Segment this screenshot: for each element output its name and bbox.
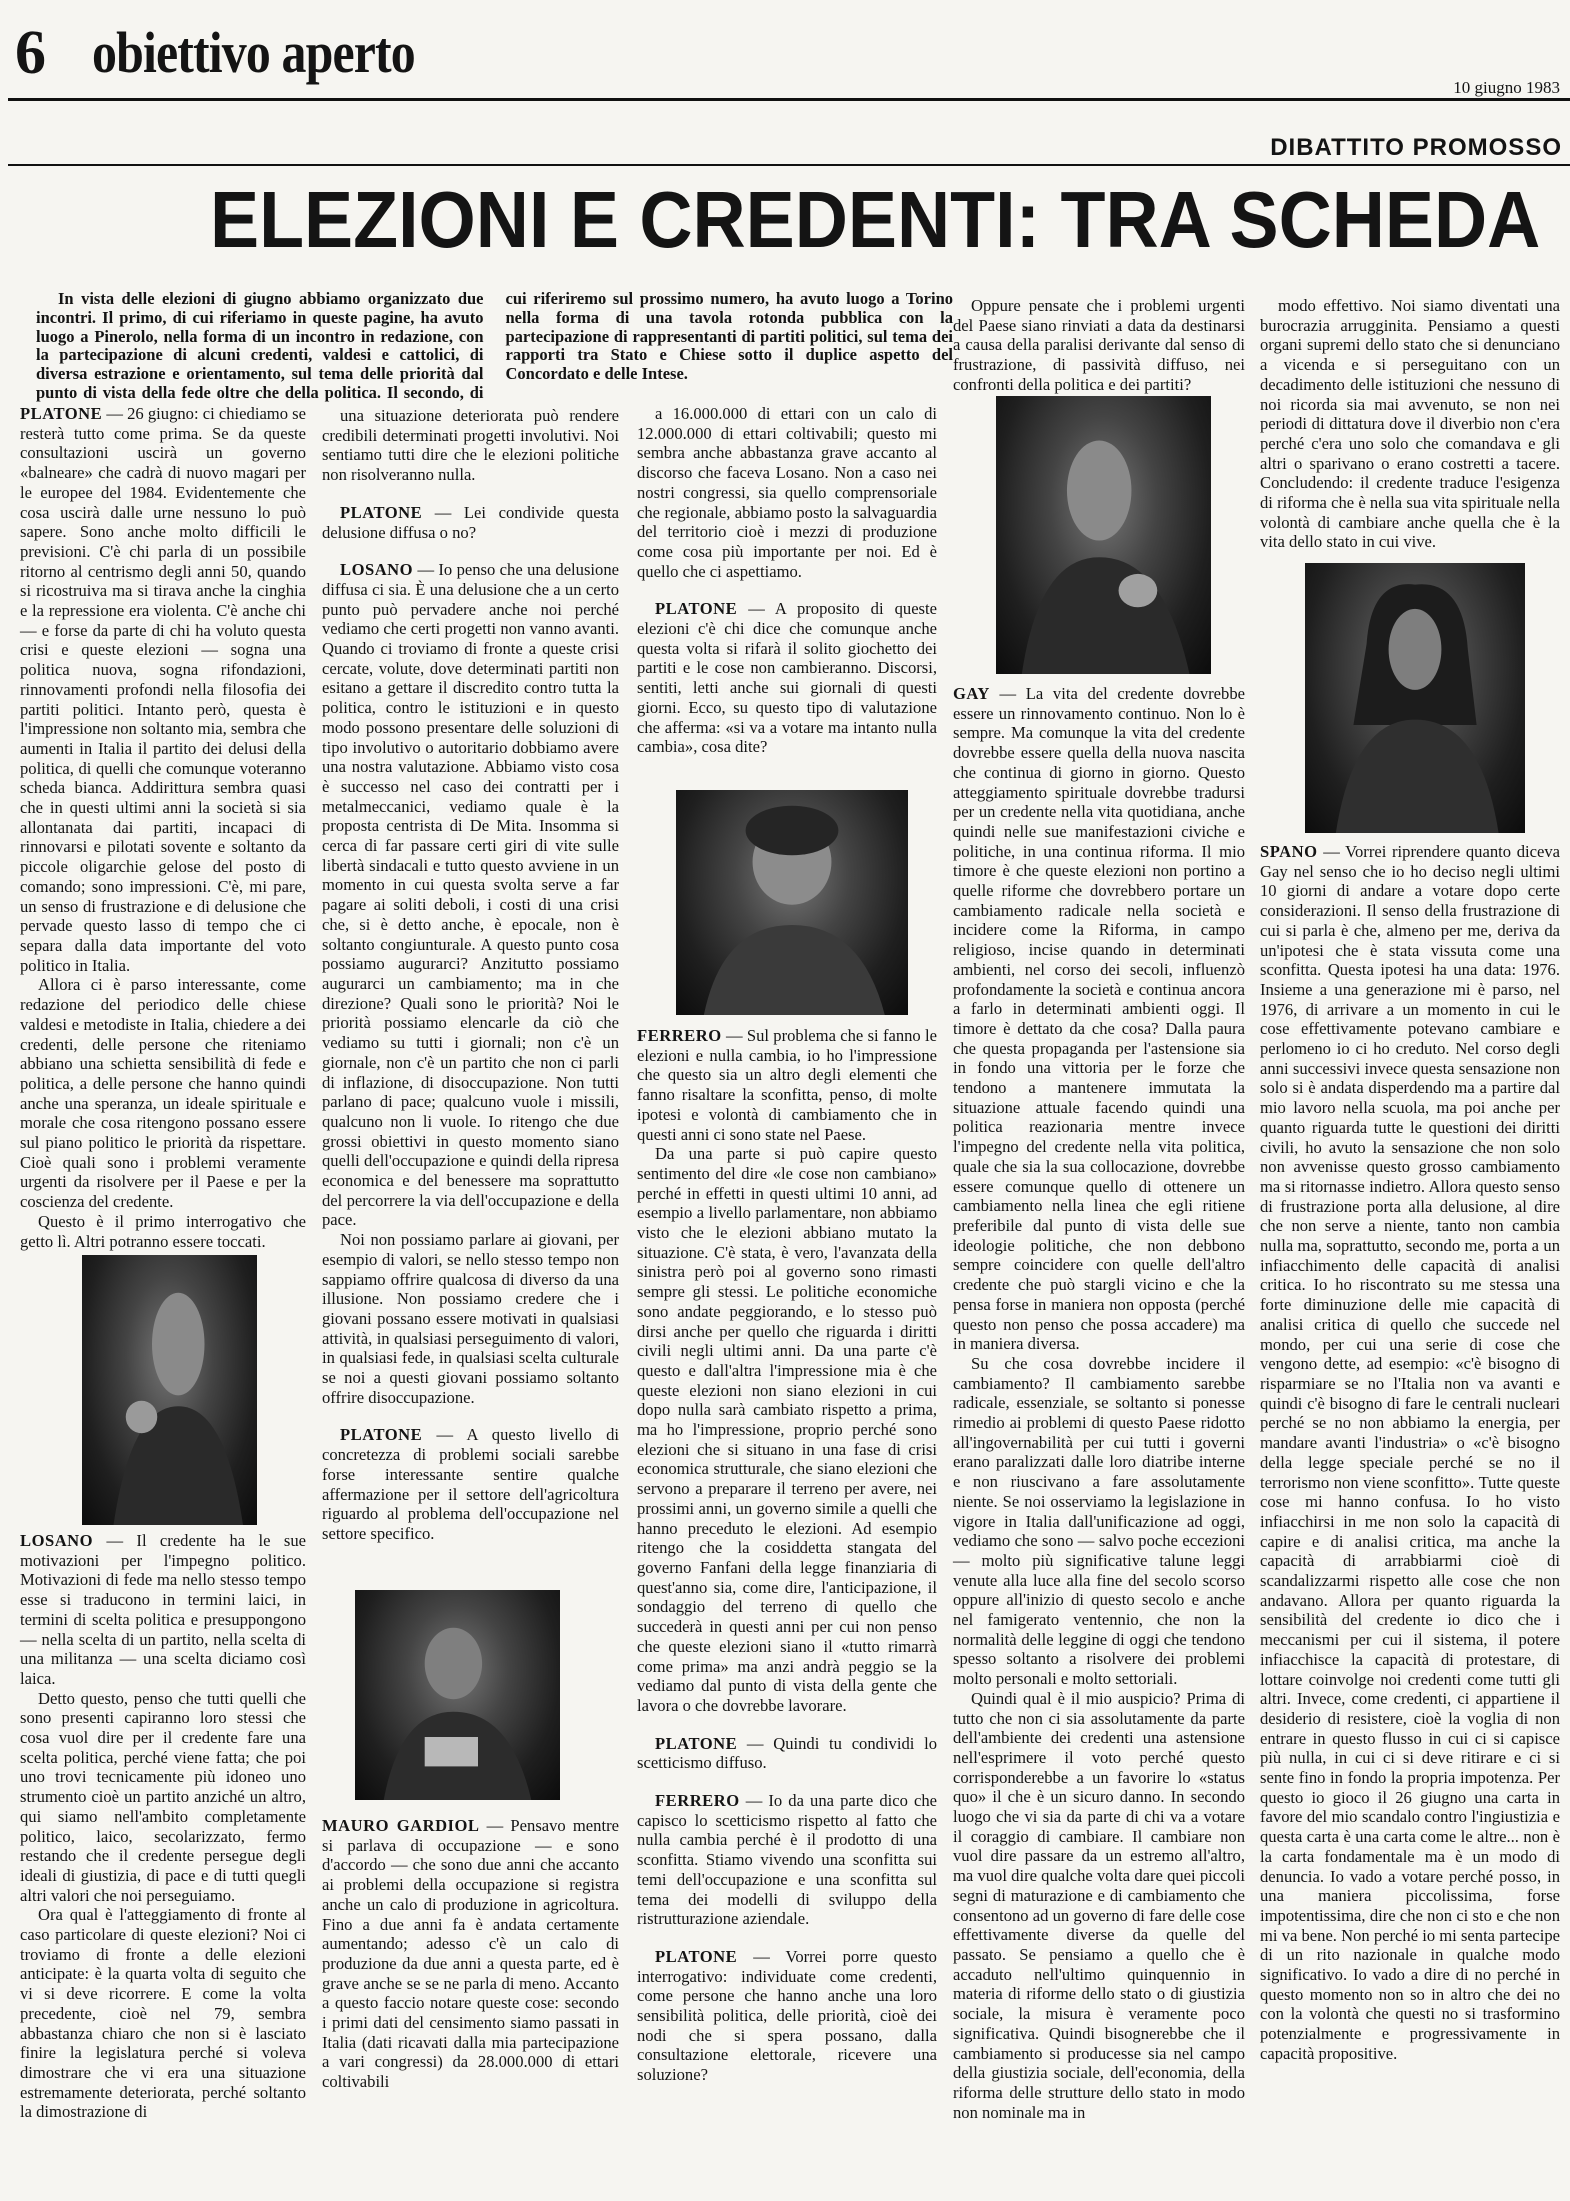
topic-label: DIBATTITO PROMOSSO	[1270, 134, 1562, 161]
issue-date: 10 giugno 1983	[1453, 78, 1560, 97]
paragraph-text: — Lei condivide questa delusione diffusa o no?	[322, 502, 619, 542]
column-5-top	[1260, 296, 1560, 552]
masthead-rule	[8, 98, 1570, 101]
column-4-bottom	[953, 684, 1245, 2122]
paragraph-text: Allora ci è parso interessante, come redazione del periodico delle chiese valdesi e metodiste in Italia, chiedere a dei credenti, delle persone che riteniamo abbiano una schietta sensibilità di fede e politica, a delle persone che hanno quindi anche una speranza, un ideale spirituale e morale che cosa ritengono possano essere sul piano politico le priorità da rispettare. Cioè quali sono i problemi veramente urgenti da risolvere per il Paese e per la coscienza del credente.	[20, 975, 306, 1212]
speaker-name: PLATONE	[655, 599, 738, 619]
intro-paragraph: In vista delle elezioni di giugno abbiamo organizzato due incontri. Il primo, di cui riferiamo in queste pagine, ha avuto luogo a Pinerolo, nella forma di un incontro in redazione, con la partecipazione di alcuni credenti, valdesi e cattolici, di diversa estrazione e orientamento, sul tema delle priorità dal punto di vista della fede oltre che della politica. Il secondo, di cui riferiremo sul prossimo numero, ha avuto luogo a Torino nella forma di una tavola rotonda pubblica con la partecipazione di rappresentanti di partiti politici, sul tema dei rapporti tra Stato e Chiese sotto il duplice aspetto del Concordato e delle Intese.	[36, 289, 953, 402]
article-paragraph	[20, 404, 306, 975]
article-paragraph	[322, 406, 619, 485]
paragraph-text: — Il credente ha le sue motivazioni per l'impegno politico. Motivazioni di fede ma nello stesso tempo esse si traducono in termini laici, in termini di scelta politica e presuppongono — nella scelta di un partito, nella scelta di una militanza — una scelta diciamo così laica.	[20, 1531, 306, 1688]
paragraph-text: Ora qual è l'atteggiamento di fronte al caso particolare di queste elezioni? Noi ci troviamo di fronte a delle elezioni anticipate: è la quarta volta di seguito che vi si deve ricorrere. E come la volta precedente, cioè nel 79, sembra abbastanza chiaro che non si è lasciato finire la legislatura perché si voleva dimostrare che vi era una situazione estremamente deteriorata, perché soltanto la dimostrazione di	[20, 1905, 306, 2122]
column-2-bottom	[322, 1816, 619, 2092]
article-paragraph	[637, 599, 937, 757]
article-paragraph	[637, 1791, 937, 1929]
speaker-name: GAY	[953, 684, 990, 703]
paragraph-text: Questo è il primo interrogativo che getto lì. Altri potranno essere toccati.	[20, 1211, 306, 1251]
paragraph-text: — 26 giugno: ci chiediamo se resterà tutto come prima. Se da queste consultazioni uscirà un governo «balneare» che cadrà di nuovo magari per le europee del 1984. Evidentemente che cosa uscirà dalle urne nessuno lo può sapere. Sono anche molto difficili le previsioni. C'è chi parla di un possibile ritorno al centrismo degli anni 50, quando si ricostruiva ma si tirava anche la cinghia e la repressione era violenta. C'è anche chi — e forse da parte di chi ha voluto questa crisi e queste elezioni — sogna una politica nuova, sogna rifondazioni, rinnovamenti profondi nella filosofia dei partiti politici. Intanto però, questa è l'impressione non soltanto mia, sembra che aumenti in Italia il partito dei delusi della politica, di quelli che comunque voteranno scheda bianca. Addirittura sembra quasi che in questi ultimi anni la società si sia allontanata dai partiti, incapaci di rinnovarsi e pilotati sovente e soltanto da piccole oligarchie gelose del posto di comando; sono impressioni. C'è, mi pare, un senso di frustrazione e di delusione che pervade questo lasso di tempo che ci separa dalla data importante del voto politico in Italia.	[20, 404, 306, 975]
article-paragraph	[637, 1026, 937, 1144]
paragraph-text: — Sul problema che si fanno le elezioni e nulla cambia, io ho l'impressione che questo sia un altro degli elementi che fanno risaltare la sconfitta, penso, di molte ipotesi e volontà di cambiamento che in questi anni ci sono state nel Paese.	[637, 1026, 938, 1144]
speaker-name: PLATONE	[20, 404, 103, 423]
paragraph-text: Quindi qual è il mio auspicio? Prima di tutto che non ci sia assolutamente da parte dell'ambiente dei credenti una astensione nell'esprimere il voto perché questo corrisponderebbe a un favorire lo «status quo» il che è un sicuro danno. In secondo luogo che vi sia da parte di chi va a votare il coraggio di cambiare. Il cambiare non vuol dire passare da un estremo all'altro, ma vuol dire qualche volta dare quei piccoli segni di maturazione e di cambiamento che consentono ad un governo di fare delle cose effettivamente diverse da quelle del passato. Se pensiamo a quello che è accaduto nell'ultimo quinquennio in materia di riforme dello stato o di giustizia sociale, la misura è veramente poco significativa. Quindi bisognerebbe che il cambiamento si producesse sia nel campo della giustizia sociale, dell'economia, della riforma delle strutture dello stato in modo non nominale ma in	[953, 1688, 1245, 2122]
paragraph-text: — Vorrei riprendere quanto diceva Gay nel senso che io ho deciso negli ultimi 10 giorni di andare a votare dopo certe considerazioni. Il senso della frustrazione di cui si parla è che, almeno per me, deriva da un'ipotesi che è stata vissuta come una sconfitta. Questa ipotesi ha una data: 1976. Insieme a una generazione mi è parso, nel 1976, di arrivare a un momento in cui le cose effettivamente potevano cambiare e perlomeno io ci ho creduto. Nel corso degli anni successivi invece questa sensazione non solo si è andata disperdendo ma a partire dal mio lavoro nella scuola, ma poi anche per quanto riguarda tutte le questioni dei diritti civili, ho avuto la sensazione che non solo non avvenisse questo grosso cambiamento ma si ritornasse indietro. Allora questo senso di frustrazione porta alla delusione, al dire che non serve a niente, tanto non cambia nulla ma, soprattutto, secondo me, porta a un infiacchimento delle capacità di analisi critica. Io ho riscontrato su me stessa una forte diminuzione delle mie capacità di analisi critica di quello che succede nel mondo, per cui una serie di cose che vengono dette, ad esempio: «c'è bisogno di risparmiare se no l'Italia non va avanti e quindi c'è bisogno di fare le centrali nucleari perché se no non abbiamo la energia, per mandare avanti l'industria» o «c'è bisogno della legge speciale perché se no il terrorismo non viene sconfitto». Tutte queste cose mi hanno confusa. Io ho visto infiacchirsi in me non solo la capacità di capire e di analisi critica, ma anche la capacità di arrabbiarmi cioè di scandalizzarmi rispetto alle cose che non andavano. Allora per quanto riguarda la sensibilità del credente io dico che i meccanismi per cui il sistema, il potere infiacchisce la capacità di protestare, di lottare coinvolge noi credenti come tutti gli altri. Invece, come credenti, ci appartiene il desiderio di resistere, cioè la voglia di non entrare in questo flusso in cui ci si capisce più nulla, in cui ci si deve ritirare e ci si sente fino in fondo la propria impotenza. Per questo io gioco il 26 giugno una carta in favore del mio scandalo contro l'ingiustizia e questa carta è una carta come le altre... non è la carta fondamentale ma è un modo di denuncia. Io vado a votare perché posso, in una maniera piccolissima, forse impotentissima, dire che non ci sto e che non mi va bene. Non perché io mi senta partecipe di un rito nazionale in qualche modo significativo. Io vado a dire di no perché in questo momento non so in altro che dei no con la volontà che questi no si trasformino potenzialmente e progressivamente in capacità propositive.	[1260, 842, 1560, 2063]
paragraph-text: — A questo livello di concretezza di problemi sociali sarebbe forse interessante sentire qualche affermazione per il settore dell'agricoltura riguardo al problema dell'occupazione nel settore specifico.	[322, 1425, 619, 1543]
paragraph-text: — Pensavo mentre si parlava di occupazione — e sono d'accordo — che sono due anni che accanto ai problemi della occupazione si registra anche un calo di produzione in agricoltura. Fino a due anni fa è andata certamente aumentando; adesso c'è un calo di produzione da due anni a questa parte, ed è grave anche se se ne parla di meno. Accanto a questo faccio notare queste cose: secondo i primi dati del censimento siamo passati in Italia (dati ricavati dalla mia partecipazione a vari congressi) da 28.000.000 di ettari coltivabili	[322, 1816, 619, 2092]
article-paragraph	[637, 1144, 937, 1715]
speaker-name: PLATONE	[340, 502, 423, 522]
paragraph-text: Oppure pensate che i problemi urgenti del Paese siano rinviati a data da destinarsi a causa della paralisi derivante dal senso di frustrazione, di passività diffuso, nei confronti della politica e dei partiti?	[953, 296, 1245, 394]
speaker-name: SPANO	[1260, 842, 1318, 861]
article-paragraph	[20, 1905, 306, 2122]
article-paragraph	[322, 1425, 619, 1543]
paragraph-text: — A proposito di queste elezioni c'è chi dice che comunque anche questa volta si rifarà il solito giochetto dei partiti e le cose non cambieranno. Discorsi, sentiti, letti anche sui giornali di questi giorni. Ecco, su questo tipo di valutazione che afferma: «si va a votare ma intanto nulla cambia», cosa dite?	[637, 599, 937, 757]
paragraph-text: — La vita del credente dovrebbe essere un rinnovamento continuo. Non lo è sempre. Ma comunque la vita del credente dovrebbe essere quella della nuova nascita che continua di giorno in giorno. Questo atteggiamento spirituale dovrebbe tradursi per un credente nella vita quotidiana, anche quindi nelle sue manifestazioni civiche e politiche, in una continua riforma. Il mio timore è che queste elezioni non portino a quelle riforme che dovrebbero portare un cambiamento radicale nella società e incidere come la Riforma, in campo religioso, incise quando in determinati ambienti, nel corso dei secoli, influenzò profondamente la società e continua ancora a farlo in determinati ambienti oggi. Il timore è dettato da che cosa? Dalla paura che questa propaganda per l'astensione sia in fondo una vittoria per le forze che tendono a mantenere immutata la situazione attuale facendo quindi una politica reazionaria mentre invece l'impegno del credente nella vita politica, quale che sia la sua collocazione, dovrebbe essere comunque quello di ottenere un cambiamento nella linea che egli ritiene preferibile dal punto di vista delle sue ideologie politiche, che non debbono sempre coincidere con quelle dell'altro credente che può stargli vicino e che la pensa forse in maniera non opposta (perché questo non penso che possa accadere) ma in maniera diversa.	[953, 684, 1245, 1354]
paragraph-text: — Io penso che una delusione diffusa ci sia. È una delusione che a un certo punto può pervadere anche noi perché vediamo che certi progetti non vanno avanti. Quando ci troviamo di fronte a queste crisi cercate, volute, dove determinati partiti non esitano a gettare il discredito contro tutta la politica, contro le istituzioni e in questo modo possono presentare delle soluzioni di tipo involutivo o autoritario dobbiamo avere una nostra valutazione. Abbiamo visto cosa è successo nel caso dei contratti per i metalmeccanici, vediamo quale è la proposta centrista di De Mita. Insomma si cerca di far passare certi giri di vite sulle libertà sindacali e tutto questo avviene in un momento in cui questa svolta serve a far pagare ai soliti deboli, i costi di una crisi che, si è detto anche, è epocale, non è soltanto congiunturale. A questo punto cosa possiamo augurarci? Anzitutto possiamo augurarci un cambiamento; ma in che direzione? Quali sono le priorità? Noi le priorità possiamo elencarle da ciò che vediamo su tutti i giornali; non c'è un giornale, non c'è un partito che non ci parli di inflazione, di disoccupazione. Non tutti parlano di pace; qualcuno vuole i missili, qualcuno non li vuole. Io ritengo che due grossi obiettivi in questo momento siano quelli dell'occupazione e quindi della ripresa economica e del benessere ma soprattutto del percorrere la via dell'occupazione e della pace.	[322, 560, 619, 1230]
intro-text	[36, 290, 953, 403]
article-paragraph	[1260, 842, 1560, 2064]
paragraph-text: — Io da una parte dico che capisco lo scetticismo rispetto al fatto che nulla cambia perché è il prodotto di una sconfitta. Stiamo vivendo una sconfitta sui temi dell'occupazione e una sconfitta sul tema dei modelli di sviluppo della ristrutturazione aziendale.	[637, 1791, 938, 1929]
article-paragraph	[953, 684, 1245, 1354]
article-paragraph	[20, 1531, 306, 1689]
article-paragraph	[20, 1212, 306, 1251]
paragraph-text: Noi non possiamo parlare ai giovani, per esempio di valori, se nello stesso tempo non sappiamo offrire qualcosa di diverso da una illusione. Non possiamo credere che i giovani possano essere motivati in qualsiasi attività, in qualsiasi perseguimento di valori, in qualsiasi fede, in qualsiasi scelta culturale se noi a questi giovani possiamo soltanto offrire disoccupazione.	[322, 1230, 619, 1407]
photo-gardiol	[355, 1590, 560, 1800]
article-paragraph	[637, 1734, 937, 1773]
article-paragraph	[637, 1947, 937, 2085]
paragraph-text: — Quindi tu condividi lo scetticismo diffuso.	[637, 1733, 937, 1773]
article-paragraph	[20, 1689, 306, 1906]
paragraph-text: — Vorrei porre questo interrogativo: individuate come credenti, come persone che hanno anche una loro sensibilità politica, delle priorità, cioè dei nodi che si spera possano, dalla consultazione elettorale, ricevere una soluzione?	[637, 1946, 937, 2085]
photo-platone	[82, 1255, 257, 1525]
paragraph-text: Da una parte si può capire questo sentimento del dire «le cose non cambiano» perché in effetti in questi ultimi 10 anni, ad esempio a livello parlamentare, non abbiamo visto che le elezioni abbiano mutato la situazione. C'è stata, è vero, l'avanzata della sinistra però poi al governo sono rimasti sempre gli stessi. Le politiche economiche sono andate peggiorando, e lo stesso può dirsi anche per quello che riguarda i diritti civili negli ultimi anni. Da una parte c'è questo e dall'altra l'impressione mia è che queste elezioni non siano elezioni in cui dopo nulla sarà cambiato rispetto a prima, ma ho l'impressione, proprio perché sono elezioni che si situano in una fase di crisi economica strutturale, che siano elezioni che servono a preparare il terreno per avere, nei prossimi anni, un governo simile a quelli che hanno preceduto le elezioni. Ad esempio ritengo che la cosiddetta stangata del governo Fanfani della legge finanziaria di quest'anno sia, come dire, l'anticipazione, il sondaggio del terreno di quello che succederà in questi anni per cui non penso che queste elezioni siano il «tutto rimarrà come prima» ma anzi andrà peggio se la vediamo dal punto di vista della gente che lavora o che dovrebbe lavorare.	[637, 1144, 937, 1715]
speaker-name: LOSANO	[340, 560, 414, 580]
article-paragraph	[322, 560, 619, 1230]
speaker-name: PLATONE	[655, 1733, 738, 1753]
article-paragraph	[953, 1689, 1245, 2122]
article-paragraph	[322, 1816, 619, 2092]
column-3-top	[637, 404, 937, 757]
page-number: 6	[15, 19, 46, 87]
portrait-image	[82, 1255, 257, 1525]
photo-gay	[996, 396, 1211, 674]
article-paragraph	[1260, 296, 1560, 552]
column-5-bottom	[1260, 842, 1560, 2064]
paragraph-text: modo effettivo. Noi siamo diventati una burocrazia arrugginita. Pensiamo a questi organi supremi dello stato che si denunciano a vicenda e si perseguitano con un decadimento delle istituzioni che nessuno di noi ricorda sia mai avvenuto, se non nei periodi di dittatura dove il diverbio non c'era perché c'era uno solo che comandava e gli altri o sparivano o erano costretti a tacere. Concludendo: il credente traduce l'esigenza di riforma che è nella sua vita spirituale nella volontà di cambiare anche quella che è la vita dello stato in cui vive.	[1260, 296, 1560, 552]
paragraph-text: Su che cosa dovrebbe incidere il cambiamento? Il cambiamento sarebbe radicale, essenziale, se soltanto si ponesse rimedio ai problemi di questo Paese ridotto all'ingovernabilità per cui tutti i governi erano paralizzati dalle loro diatribe interne e non riuscivano a fare assolutamente niente. Se noi osserviamo la legislazione in vigore in Italia dall'unificazione ad oggi, vediamo che sono — salvo poche eccezioni — molto più significative talune leggi venute alla luce alla fine del secolo scorso oppure all'inizio di questo secolo e anche nel famigerato ventennio, che non la normalità delle leggine di oggi che tendono spesso soltanto a risolvere dei problemi molto personali e molto settoriali.	[953, 1353, 1245, 1689]
article-paragraph	[953, 296, 1245, 395]
speaker-name: PLATONE	[655, 1946, 738, 1966]
article-paragraph	[322, 1230, 619, 1407]
portrait-image	[355, 1590, 560, 1800]
article-paragraph	[637, 404, 937, 581]
photo-ferrero	[676, 790, 908, 1015]
headline: ELEZIONI E CREDENTI: TRA SCHEDA	[210, 175, 1541, 264]
photo-spano	[1305, 563, 1525, 833]
column-1-bottom	[20, 1531, 306, 2122]
column-2-top	[322, 406, 619, 1544]
paragraph-text: una situazione deteriorata può rendere credibili determinati progetti involutivi. Noi sentiamo tutti dire che le elezioni politiche non risolveranno nulla.	[322, 406, 619, 485]
speaker-name: FERRERO	[637, 1026, 722, 1045]
column-1-top	[20, 404, 306, 1251]
portrait-image	[1305, 563, 1525, 833]
speaker-name: MAURO GARDIOL	[322, 1816, 480, 1835]
column-3-bottom	[637, 1026, 937, 2085]
paragraph-text: a 16.000.000 di ettari con un calo di 12.000.000 di ettari coltivabili; questo mi sembra anche abbastanza grave accanto al discorso che faceva Losano. Non a caso nei nostri congressi, sia quello comprensoriale che regionale, abbiamo posto la salvaguardia del territorio cioè i mezzi di produzione come cosa più importante per noi. Ed è quello che ci aspettiamo.	[637, 404, 937, 581]
speaker-name: LOSANO	[20, 1531, 94, 1550]
speaker-name: PLATONE	[340, 1425, 423, 1445]
section-title: obiettivo aperto	[92, 20, 415, 85]
portrait-image	[676, 790, 908, 1015]
column-4-top	[953, 296, 1245, 395]
topic-rule	[8, 164, 1570, 166]
speaker-name: FERRERO	[655, 1791, 740, 1811]
article-paragraph	[953, 1354, 1245, 1689]
article-paragraph	[322, 503, 619, 542]
article-paragraph	[20, 975, 306, 1211]
paragraph-text: Detto questo, penso che tutti quelli che sono presenti capiranno loro stessi che cosa vuol dire per il credente fare una scelta politica, perché viene fatta; che poi uno trovi tecnicamente più idoneo uno strumento cioè un partito anziché un altro, qui siamo nell'ambito completamente politico, laico, secolarizzato, fermo restando che il credente persegue degli ideali di giustizia, di pace e di tutti quegli altri valori che noi perseguiamo.	[20, 1688, 306, 1905]
portrait-image	[996, 396, 1211, 674]
